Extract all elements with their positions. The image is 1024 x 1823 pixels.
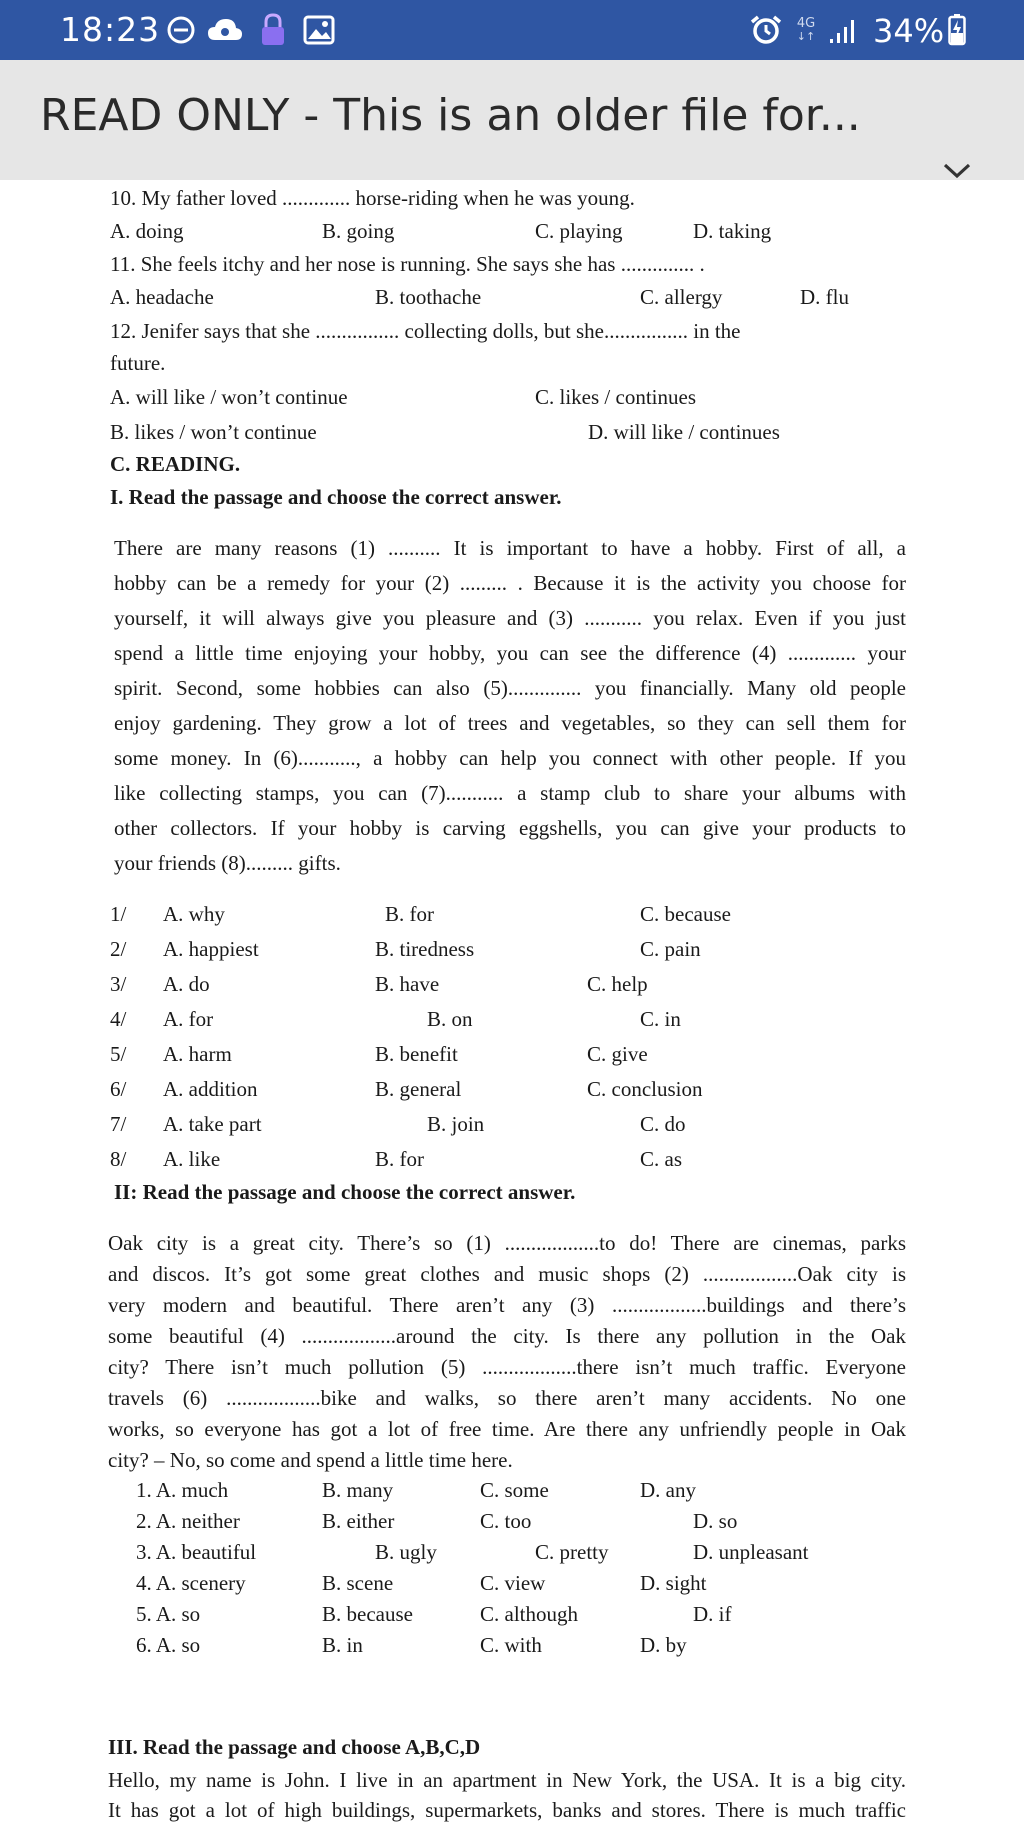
option-number: 1/ <box>110 902 127 926</box>
data-arrows-icon: ↓↑ <box>796 30 816 43</box>
option-c: C. too <box>480 1509 532 1533</box>
option-b: B. for <box>385 902 434 926</box>
option-d: D. unpleasant <box>693 1540 809 1564</box>
passage-1-line: other collectors. If your hobby is carving eggshells, you can give your products to <box>114 816 906 840</box>
passage-1-line: enjoy gardening. They grow a lot of trees and vegetables, so they can sell them for <box>114 711 906 735</box>
option-a: 4. A. scenery <box>136 1571 246 1595</box>
option-c: C. pain <box>640 937 701 961</box>
read-only-banner[interactable] <box>0 60 1024 180</box>
q12-option-a: A. will like / won’t continue <box>110 385 348 409</box>
network-type-indicator <box>792 14 820 46</box>
option-a: 1. A. much <box>136 1478 229 1502</box>
option-b: B. scene <box>322 1571 394 1595</box>
option-c: C. as <box>640 1147 682 1171</box>
passage-2-line: travels (6) ..................bike and walks, so there aren’t many accidents. No one <box>108 1386 906 1410</box>
passage-1-line: spend a little time enjoying your hobby, you can see the difference (4) ............. your <box>114 641 906 665</box>
passage-2-line: and discos. It’s got some great clothes and music shops (2) ..................Oak city is <box>108 1262 906 1286</box>
signal-strength-icon <box>826 14 866 46</box>
alarm-icon <box>748 14 784 46</box>
do-not-disturb-icon <box>165 14 197 46</box>
passage-2-line: works, so everyone has got a lot of free time. Are there any unfriendly people in Oak <box>108 1417 906 1441</box>
option-a: A. do <box>163 972 210 996</box>
option-a: A. why <box>163 902 225 926</box>
option-b: B. for <box>375 1147 424 1171</box>
option-a: 3. A. beautiful <box>136 1540 257 1564</box>
option-d: D. any <box>640 1478 696 1502</box>
lock-icon <box>258 14 288 46</box>
option-a: 2. A. neither <box>136 1509 240 1533</box>
passage-1-line: your friends (8)......... gifts. <box>114 851 341 875</box>
q12-option-b: B. likes / won’t continue <box>110 420 317 444</box>
passage-1-line: spirit. Second, some hobbies can also (5).............. you financially. Many old people <box>114 676 906 700</box>
passage-2-line: Oak city is a great city. There’s so (1) ..................to do! There are cinemas, parks <box>108 1231 906 1255</box>
option-b: B. join <box>427 1112 485 1136</box>
option-d: D. so <box>693 1509 738 1533</box>
option-a: A. take part <box>163 1112 262 1136</box>
option-c: C. do <box>640 1112 686 1136</box>
option-number: 3/ <box>110 972 127 996</box>
status-time: 18:23 <box>60 10 161 49</box>
option-b: B. ugly <box>375 1540 437 1564</box>
q11-option-d: D. flu <box>800 285 849 309</box>
option-a: A. addition <box>163 1077 258 1101</box>
passage-2-line: some beautiful (4) ..................around the city. Is there any pollution in the Oak <box>108 1324 906 1348</box>
q12-option-d: D. will like / continues <box>588 420 780 444</box>
option-c: C. although <box>480 1602 578 1626</box>
battery-percent: 34% <box>873 12 945 50</box>
option-number: 4/ <box>110 1007 127 1031</box>
option-b: B. because <box>322 1602 413 1626</box>
passage-3-line: It has got a lot of high buildings, supermarkets, banks and stores. There is much traffic <box>108 1798 906 1822</box>
option-a: A. like <box>163 1147 221 1171</box>
option-d: D. sight <box>640 1571 707 1595</box>
passage-1-line: like collecting stamps, you can (7)........... a stamp club to share your albums with <box>114 781 906 805</box>
part-3-heading: III. Read the passage and choose A,B,C,D <box>108 1735 481 1759</box>
question-11: 11. She feels itchy and her nose is running. She says she has .............. . <box>110 252 705 276</box>
option-c: C. with <box>480 1633 542 1657</box>
passage-1-line: There are many reasons (1) .......... It is important to have a hobby. First of all, a <box>114 536 906 560</box>
option-b: B. general <box>375 1077 462 1101</box>
option-d: D. if <box>693 1602 732 1626</box>
question-12: 12. Jenifer says that she ................ collecting dolls, but she................ in the <box>110 319 741 343</box>
q11-option-a: A. headache <box>110 285 214 309</box>
network-type-label: 4G <box>796 16 816 31</box>
option-b: B. have <box>375 972 440 996</box>
option-b: B. benefit <box>375 1042 458 1066</box>
option-a: A. happiest <box>163 937 259 961</box>
option-c: C. pretty <box>535 1540 609 1564</box>
option-b: B. in <box>322 1633 363 1657</box>
option-c: C. help <box>587 972 648 996</box>
option-c: C. give <box>587 1042 648 1066</box>
q11-option-c: C. allergy <box>640 285 723 309</box>
passage-1-line: some money. In (6)..........., a hobby can help you connect with other people. If you <box>114 746 906 770</box>
option-b: B. either <box>322 1509 395 1533</box>
passage-3-line: Hello, my name is John. I live in an apartment in New York, the USA. It is a big city. <box>108 1768 906 1792</box>
option-a: A. harm <box>163 1042 232 1066</box>
option-c: C. some <box>480 1478 549 1502</box>
status-bar <box>0 0 1024 60</box>
option-c: C. view <box>480 1571 546 1595</box>
option-number: 8/ <box>110 1147 127 1171</box>
option-b: B. tiredness <box>375 937 475 961</box>
q10-option-d: D. taking <box>693 219 772 243</box>
option-number: 2/ <box>110 937 127 961</box>
passage-1-line: yourself, it will always give you pleasure and (3) ........... you relax. Even if you just <box>114 606 906 630</box>
passage-2-line: city? – No, so come and spend a little time here. <box>108 1448 513 1472</box>
part-1-heading: I. Read the passage and choose the correct answer. <box>110 485 562 509</box>
option-c: C. conclusion <box>587 1077 703 1101</box>
section-c-heading: C. READING. <box>110 452 241 476</box>
question-10: 10. My father loved ............. horse-riding when he was young. <box>110 186 635 210</box>
option-b: B. on <box>427 1007 473 1031</box>
option-number: 7/ <box>110 1112 127 1136</box>
option-c: C. because <box>640 902 731 926</box>
option-a: 5. A. so <box>136 1602 201 1626</box>
chevron-down-icon[interactable] <box>942 162 972 185</box>
passage-1-line: hobby can be a remedy for your (2) ......... . Because it is the activity you choose for <box>114 571 906 595</box>
option-c: C. in <box>640 1007 681 1031</box>
option-b: B. many <box>322 1478 394 1502</box>
q12-option-c: C. likes / continues <box>535 385 696 409</box>
passage-2-line: very modern and beautiful. There aren’t any (3) ..................buildings and there’s <box>108 1293 906 1317</box>
option-number: 5/ <box>110 1042 127 1066</box>
part-2-heading: II: Read the passage and choose the correct answer. <box>114 1180 576 1204</box>
battery-charging-icon <box>946 14 968 46</box>
option-a: A. for <box>163 1007 214 1031</box>
option-number: 6/ <box>110 1077 127 1101</box>
q10-option-a: A. doing <box>110 219 184 243</box>
gallery-icon <box>302 14 336 46</box>
banner-title: READ ONLY - This is an older file for... <box>40 90 861 141</box>
option-a: 6. A. so <box>136 1633 201 1657</box>
cloud-sync-icon <box>205 14 245 46</box>
q10-option-c: C. playing <box>535 219 623 243</box>
question-12-continued: future. <box>110 351 166 375</box>
q11-option-b: B. toothache <box>375 285 482 309</box>
passage-2-line: city? There isn’t much pollution (5) ..................there isn’t much traffic. Everyone <box>108 1355 906 1379</box>
q10-option-b: B. going <box>322 219 395 243</box>
option-d: D. by <box>640 1633 687 1657</box>
